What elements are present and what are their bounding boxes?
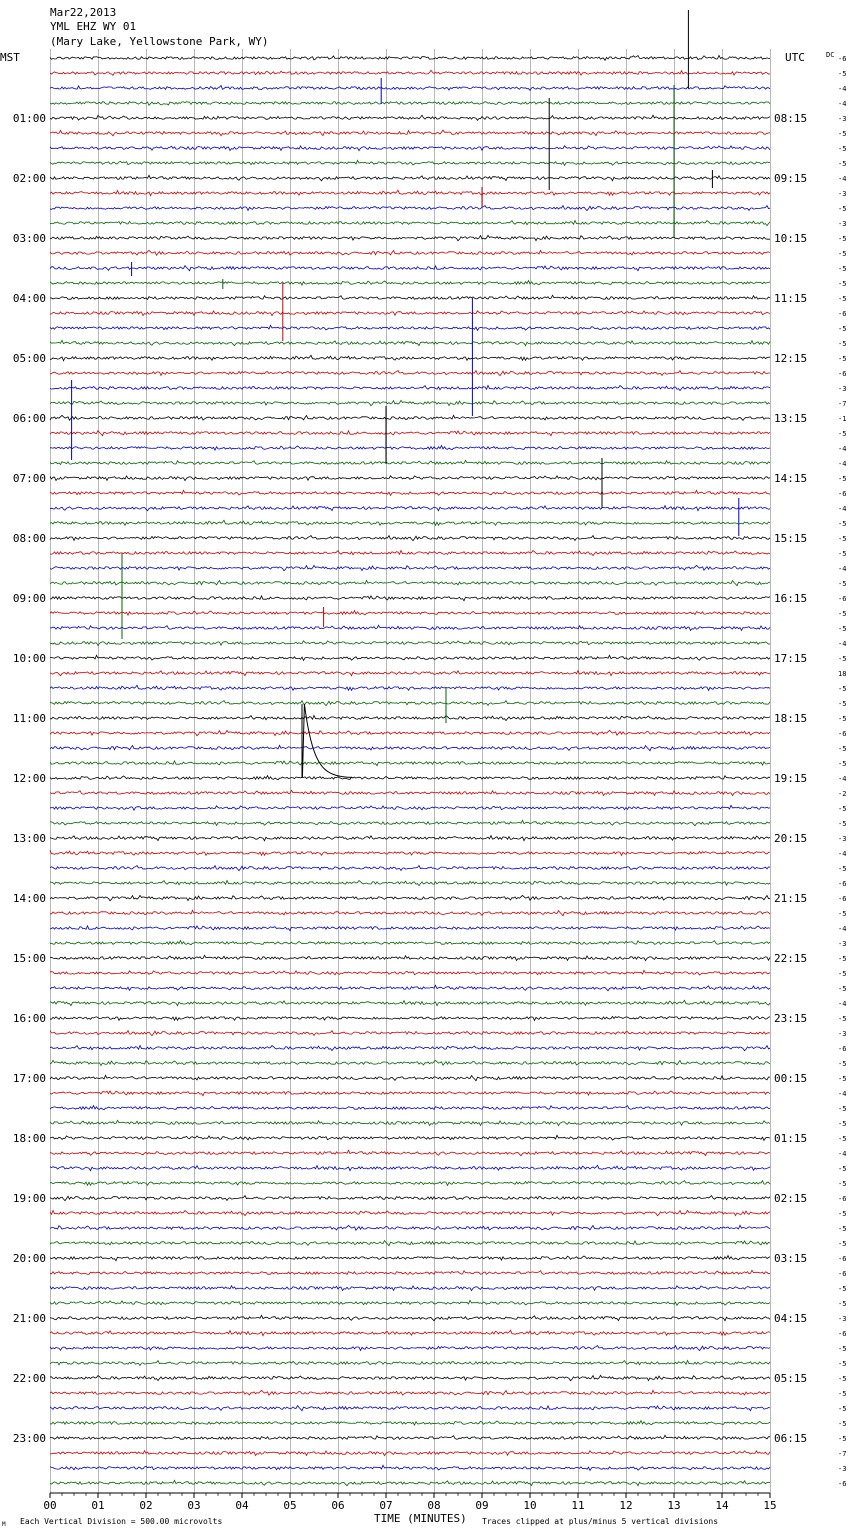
- trace-75: [50, 1181, 770, 1186]
- dc-offset-39: -4: [838, 640, 847, 648]
- trace-29: [50, 490, 770, 495]
- dc-offset-0: -6: [838, 55, 847, 63]
- dc-offset-30: -4: [838, 505, 847, 513]
- trace-93: [50, 1451, 770, 1456]
- trace-91: [50, 1421, 770, 1426]
- mst-label-1600: 16:00: [12, 1012, 46, 1025]
- mst-label-1000: 10:00: [12, 652, 46, 665]
- trace-66: [50, 1046, 770, 1051]
- trace-89: [50, 1390, 770, 1395]
- trace-24: [50, 415, 770, 420]
- trace-36: [50, 596, 770, 601]
- utc-label-0415: 04:15: [774, 1312, 808, 1325]
- dc-offset-37: -5: [838, 610, 847, 618]
- trace-92: [50, 1435, 770, 1439]
- mst-label-0500: 05:00: [12, 352, 46, 365]
- trace-78: [50, 1225, 770, 1230]
- trace-54: [50, 866, 770, 871]
- trace-60: [50, 955, 770, 960]
- mst-label-1100: 11:00: [12, 712, 46, 725]
- dc-offset-41: 18: [838, 670, 847, 678]
- dc-offset-8: -4: [838, 175, 847, 183]
- utc-label-1915: 19:15: [774, 772, 808, 785]
- trace-67: [50, 1060, 770, 1065]
- dc-offset-63: -4: [838, 1000, 847, 1008]
- dc-offset-22: -3: [838, 385, 847, 393]
- seismic-traces: [50, 10, 770, 1486]
- mst-label-1400: 14:00: [12, 892, 46, 905]
- dc-offset-89: -5: [838, 1390, 847, 1398]
- dc-offset-82: -5: [838, 1285, 847, 1293]
- dc-offset-75: -5: [838, 1180, 847, 1188]
- header-station: YML EHZ WY 01: [50, 20, 137, 33]
- mst-label-1800: 18:00: [12, 1132, 46, 1145]
- dc-offset-2: -4: [838, 85, 847, 93]
- dc-offset-21: -6: [838, 370, 847, 378]
- mst-label-2000: 20:00: [12, 1252, 46, 1265]
- x-tick-label-01: 01: [91, 1499, 105, 1512]
- x-tick-label-13: 13: [667, 1499, 681, 1512]
- trace-94: [50, 1465, 770, 1470]
- dc-offset-93: -7: [838, 1450, 847, 1458]
- dc-offset-labels: [838, 55, 846, 1488]
- dc-offset-86: -5: [838, 1345, 847, 1353]
- x-tick-label-15: 15: [763, 1499, 777, 1512]
- trace-4: [50, 115, 770, 120]
- dc-offset-94: -3: [838, 1465, 847, 1473]
- x-tick-label-07: 07: [379, 1499, 393, 1512]
- dc-offset-53: -4: [838, 850, 847, 858]
- dc-offset-14: -5: [838, 265, 847, 273]
- dc-offset-70: -5: [838, 1105, 847, 1113]
- utc-label-1415: 14:15: [774, 472, 808, 485]
- dc-offset-67: -5: [838, 1060, 847, 1068]
- mst-label-1300: 13:00: [12, 832, 46, 845]
- dc-offset-31: -5: [838, 520, 847, 528]
- trace-44: [50, 716, 770, 721]
- dc-offset-33: -5: [838, 550, 847, 558]
- utc-label-2315: 23:15: [774, 1012, 808, 1025]
- dc-offset-65: -3: [838, 1030, 847, 1038]
- trace-85: [50, 1330, 770, 1335]
- dc-offset-81: -6: [838, 1270, 847, 1278]
- utc-label-1515: 15:15: [774, 532, 808, 545]
- trace-64: [50, 1016, 770, 1020]
- dc-offset-44: -5: [838, 715, 847, 723]
- trace-14: [50, 266, 770, 271]
- dc-offset-19: -5: [838, 340, 847, 348]
- trace-47: [50, 761, 770, 766]
- dc-offset-13: -5: [838, 250, 847, 258]
- dc-offset-45: -6: [838, 730, 847, 738]
- dc-offset-1: -5: [838, 70, 847, 78]
- x-axis-title: TIME (MINUTES): [374, 1512, 467, 1525]
- dc-offset-49: -2: [838, 790, 847, 798]
- dc-offset-68: -5: [838, 1075, 847, 1083]
- dc-offset-74: -5: [838, 1165, 847, 1173]
- dc-offset-88: -5: [838, 1375, 847, 1383]
- mst-label-0300: 03:00: [12, 232, 46, 245]
- trace-55: [50, 881, 770, 886]
- dc-offset-56: -6: [838, 895, 847, 903]
- dc-offset-34: -4: [838, 565, 847, 573]
- trace-87: [50, 1361, 770, 1366]
- mst-label-2300: 23:00: [12, 1432, 46, 1445]
- trace-59: [50, 941, 770, 945]
- trace-79: [50, 1241, 770, 1246]
- trace-10: [50, 206, 770, 211]
- utc-label-2215: 22:15: [774, 952, 808, 965]
- utc-label-0815: 08:15: [774, 112, 808, 125]
- trace-69: [50, 1091, 770, 1096]
- utc-label-0115: 01:15: [774, 1132, 808, 1145]
- trace-37: [50, 611, 770, 616]
- clip-note: Traces clipped at plus/minus 5 vertical divisions: [482, 1517, 719, 1526]
- x-tick-label-04: 04: [235, 1499, 249, 1512]
- scale-note: Each Vertical Division = 500.00 microvolts: [20, 1517, 223, 1526]
- dc-offset-72: -5: [838, 1135, 847, 1143]
- utc-label-1115: 11:15: [774, 292, 808, 305]
- dc-offset-80: -6: [838, 1255, 847, 1263]
- dc-offset-55: -6: [838, 880, 847, 888]
- utc-label-0315: 03:15: [774, 1252, 808, 1265]
- trace-90: [50, 1406, 770, 1411]
- x-tick-label-03: 03: [187, 1499, 201, 1512]
- dc-offset-6: -5: [838, 145, 847, 153]
- dc-offset-79: -5: [838, 1240, 847, 1248]
- trace-1: [50, 70, 770, 75]
- dc-offset-43: -5: [838, 700, 847, 708]
- dc-offset-92: -5: [838, 1435, 847, 1443]
- dc-offset-59: -3: [838, 940, 847, 948]
- dc-offset-35: -5: [838, 580, 847, 588]
- trace-70: [50, 1106, 770, 1110]
- dc-offset-78: -5: [838, 1225, 847, 1233]
- dc-offset-7: -5: [838, 160, 847, 168]
- utc-label-1615: 16:15: [774, 592, 808, 605]
- dc-offset-54: -5: [838, 865, 847, 873]
- utc-hour-labels: [774, 112, 807, 1445]
- dc-offset-5: -5: [838, 130, 847, 138]
- dc-offset-32: -5: [838, 535, 847, 543]
- trace-26: [50, 446, 770, 451]
- header-date: Mar22,2013: [50, 6, 117, 19]
- utc-label-1315: 13:15: [774, 412, 808, 425]
- right-timezone-label: UTC: [785, 51, 805, 64]
- trace-62: [50, 985, 770, 990]
- dc-offset-17: -6: [838, 310, 847, 318]
- mst-label-1700: 17:00: [12, 1072, 46, 1085]
- mst-label-0600: 06:00: [12, 412, 46, 425]
- trace-50: [50, 805, 770, 810]
- minute-grid: [51, 49, 771, 1493]
- trace-61: [50, 970, 770, 975]
- trace-38: [50, 625, 770, 630]
- trace-68: [50, 1075, 770, 1080]
- dc-offset-10: -5: [838, 205, 847, 213]
- trace-28: [50, 476, 770, 481]
- trace-83: [50, 1300, 770, 1305]
- utc-label-0915: 09:15: [774, 172, 808, 185]
- dc-label: DC: [826, 51, 835, 59]
- dc-offset-57: -5: [838, 910, 847, 918]
- utc-label-1015: 10:15: [774, 232, 808, 245]
- trace-40: [50, 655, 770, 660]
- dc-offset-28: -5: [838, 475, 847, 483]
- dc-offset-25: -5: [838, 430, 847, 438]
- trace-45: [50, 730, 770, 735]
- dc-offset-85: -6: [838, 1330, 847, 1338]
- x-tick-label-12: 12: [619, 1499, 633, 1512]
- dc-offset-20: -5: [838, 355, 847, 363]
- mst-label-2200: 22:00: [12, 1372, 46, 1385]
- dc-offset-61: -5: [838, 970, 847, 978]
- dc-offset-12: -5: [838, 235, 847, 243]
- trace-71: [50, 1120, 770, 1125]
- dc-offset-29: -6: [838, 490, 847, 498]
- trace-81: [50, 1270, 770, 1274]
- trace-34: [50, 565, 770, 570]
- dc-offset-38: -5: [838, 625, 847, 633]
- trace-80: [50, 1256, 770, 1261]
- dc-offset-9: -3: [838, 190, 847, 198]
- dc-offset-42: -5: [838, 685, 847, 693]
- trace-43: [50, 701, 770, 706]
- dc-offset-51: -5: [838, 820, 847, 828]
- trace-51: [50, 820, 770, 825]
- trace-82: [50, 1286, 770, 1291]
- dc-offset-46: -5: [838, 745, 847, 753]
- dc-offset-73: -4: [838, 1150, 847, 1158]
- dc-offset-26: -4: [838, 445, 847, 453]
- header-location: (Mary Lake, Yellowstone Park, WY): [50, 35, 269, 48]
- utc-label-1215: 12:15: [774, 352, 808, 365]
- trace-12: [50, 235, 770, 240]
- trace-73: [50, 1150, 770, 1155]
- trace-27: [50, 460, 770, 464]
- utc-label-2115: 21:15: [774, 892, 808, 905]
- mst-label-0900: 09:00: [12, 592, 46, 605]
- mst-label-0700: 07:00: [12, 472, 46, 485]
- dc-offset-47: -5: [838, 760, 847, 768]
- mst-label-1200: 12:00: [12, 772, 46, 785]
- trace-25: [50, 431, 770, 436]
- trace-48: [50, 776, 770, 780]
- trace-32: [50, 536, 770, 541]
- dc-offset-48: -4: [838, 775, 847, 783]
- dc-offset-95: -6: [838, 1480, 847, 1488]
- decay-event: [302, 704, 352, 778]
- trace-17: [50, 311, 770, 316]
- dc-offset-60: -5: [838, 955, 847, 963]
- x-tick-label-09: 09: [475, 1499, 489, 1512]
- left-timezone-label: MST: [0, 51, 20, 64]
- trace-8: [50, 175, 770, 180]
- utc-label-1715: 17:15: [774, 652, 808, 665]
- trace-88: [50, 1375, 770, 1380]
- trace-13: [50, 250, 770, 255]
- trace-23: [50, 400, 770, 405]
- trace-63: [50, 1000, 770, 1005]
- trace-84: [50, 1315, 770, 1320]
- trace-5: [50, 130, 770, 136]
- x-tick-label-08: 08: [427, 1499, 441, 1512]
- dc-offset-15: -5: [838, 280, 847, 288]
- trace-53: [50, 850, 770, 855]
- dc-offset-24: -1: [838, 415, 847, 423]
- x-tick-label-05: 05: [283, 1499, 297, 1512]
- trace-65: [50, 1031, 770, 1036]
- dc-offset-18: -5: [838, 325, 847, 333]
- dc-offset-36: -6: [838, 595, 847, 603]
- trace-31: [50, 520, 770, 525]
- x-tick-label-00: 00: [43, 1499, 57, 1512]
- trace-15: [50, 281, 770, 286]
- dc-offset-76: -6: [838, 1195, 847, 1203]
- trace-16: [50, 295, 770, 299]
- trace-0: [50, 55, 770, 60]
- mst-label-0100: 01:00: [12, 112, 46, 125]
- utc-label-2015: 20:15: [774, 832, 808, 845]
- trace-11: [50, 221, 770, 226]
- dc-offset-3: -4: [838, 100, 847, 108]
- dc-offset-11: -3: [838, 220, 847, 228]
- trace-52: [50, 836, 770, 841]
- dc-offset-58: -4: [838, 925, 847, 933]
- trace-22: [50, 386, 770, 391]
- trace-39: [50, 641, 770, 646]
- dc-offset-71: -5: [838, 1120, 847, 1128]
- trace-19: [50, 340, 770, 345]
- dc-offset-23: -7: [838, 400, 847, 408]
- corner-mark: M: [2, 1521, 6, 1528]
- dc-offset-83: -5: [838, 1300, 847, 1308]
- trace-21: [50, 371, 770, 376]
- time-axis: [43, 1493, 776, 1512]
- dc-offset-62: -5: [838, 985, 847, 993]
- trace-74: [50, 1165, 770, 1170]
- trace-95: [50, 1480, 770, 1485]
- utc-label-0615: 06:15: [774, 1432, 808, 1445]
- mst-hour-labels: [13, 112, 46, 1445]
- trace-7: [50, 160, 770, 165]
- trace-3: [50, 102, 770, 106]
- trace-58: [50, 926, 770, 931]
- dc-offset-66: -6: [838, 1045, 847, 1053]
- trace-86: [50, 1346, 770, 1351]
- trace-77: [50, 1210, 770, 1215]
- trace-76: [50, 1196, 770, 1201]
- dc-offset-64: -5: [838, 1015, 847, 1023]
- mst-label-1900: 19:00: [12, 1192, 46, 1205]
- dc-offset-16: -5: [838, 295, 847, 303]
- trace-41: [50, 671, 770, 676]
- trace-56: [50, 895, 770, 900]
- dc-offset-52: -3: [838, 835, 847, 843]
- trace-6: [50, 146, 770, 151]
- x-tick-label-10: 10: [523, 1499, 537, 1512]
- dc-offset-40: -5: [838, 655, 847, 663]
- trace-46: [50, 745, 770, 750]
- dc-offset-87: -5: [838, 1360, 847, 1368]
- dc-offset-69: -4: [838, 1090, 847, 1098]
- trace-30: [50, 506, 770, 511]
- dc-offset-50: -5: [838, 805, 847, 813]
- x-tick-label-06: 06: [331, 1499, 345, 1512]
- x-tick-label-14: 14: [715, 1499, 729, 1512]
- dc-offset-77: -5: [838, 1210, 847, 1218]
- utc-label-1815: 18:15: [774, 712, 808, 725]
- trace-35: [50, 580, 770, 585]
- dc-offset-84: -3: [838, 1315, 847, 1323]
- trace-20: [50, 355, 770, 360]
- utc-label-0515: 05:15: [774, 1372, 808, 1385]
- trace-49: [50, 790, 770, 795]
- dc-offset-91: -5: [838, 1420, 847, 1428]
- mst-label-2100: 21:00: [12, 1312, 46, 1325]
- dc-offset-90: -5: [838, 1405, 847, 1413]
- dc-offset-4: -3: [838, 115, 847, 123]
- x-tick-label-11: 11: [571, 1499, 585, 1512]
- mst-label-0200: 02:00: [12, 172, 46, 185]
- mst-label-0400: 04:00: [12, 292, 46, 305]
- dc-offset-27: -4: [838, 460, 847, 468]
- trace-33: [50, 551, 770, 556]
- trace-9: [50, 190, 770, 195]
- utc-label-0015: 00:15: [774, 1072, 808, 1085]
- trace-57: [50, 910, 770, 915]
- trace-42: [50, 685, 770, 690]
- mst-label-1500: 15:00: [12, 952, 46, 965]
- trace-18: [50, 325, 770, 330]
- trace-2: [50, 86, 770, 91]
- x-tick-label-02: 02: [139, 1499, 153, 1512]
- utc-label-0215: 02:15: [774, 1192, 808, 1205]
- mst-label-0800: 08:00: [12, 532, 46, 545]
- trace-72: [50, 1135, 770, 1140]
